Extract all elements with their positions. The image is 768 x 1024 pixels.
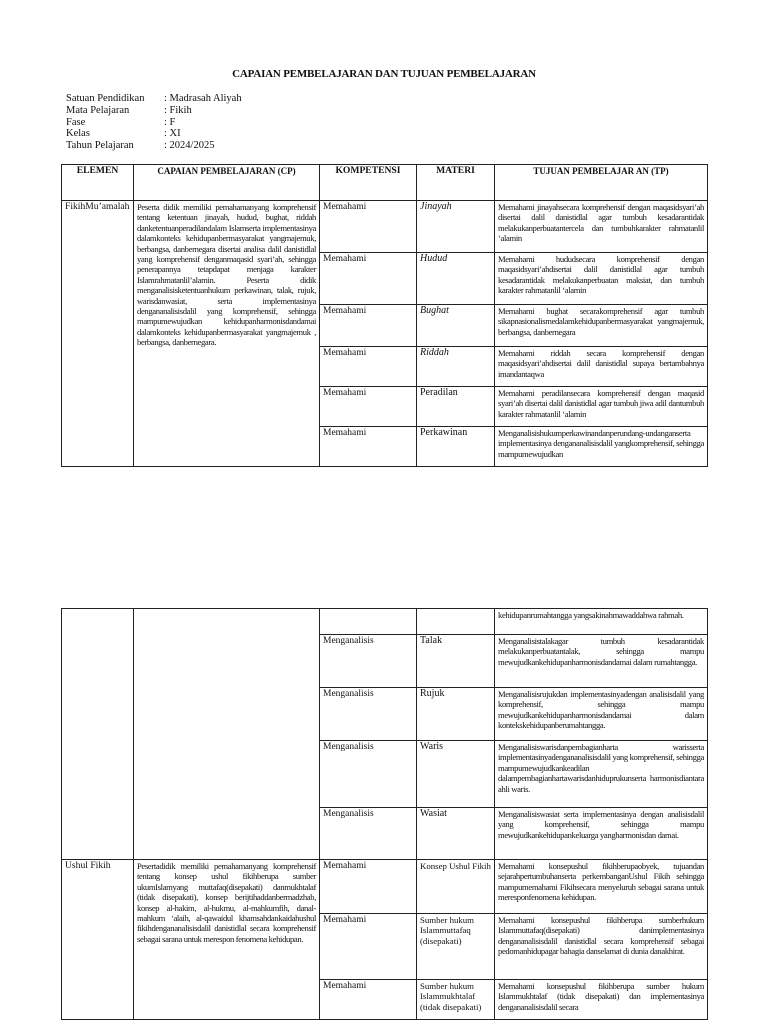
meta-value: : Fikih [164,104,192,116]
tp-cell: Menganalisiswarisdanpembagianharta warisserta implementasinyadengananalisisdalil yang komprehensif, sehingga mampumewujudkankeadilan dalampembagianhartawarisdanhiduprukunserta harmonisdiantara ahli waris. [495,741,708,808]
meta-row [66,128,242,140]
meta-key: Kelas [66,128,90,140]
meta-value: : 2024/2025 [164,140,215,152]
tp-cell: Menganalisiswasiat serta implementasinya dengan analisisdalil yang komprehensif, sehingga mampu mewujudkankehidupankeluarga yangharmonisdan damai. [495,808,708,860]
kompetensi-cell: Memahami [320,914,417,980]
tp-cell: kehidupanrumahtangga yangsakinahmawaddahwa rahmah. [495,609,708,635]
kompetensi-cell [320,609,417,635]
materi-cell: Riddah [417,347,495,387]
tp-cell: Memahami konsepushul fikihberupaobyek, tujuandan sejarahpertumbuhanserta perkembanganUshul Fikih sehingga mampumemahami Fikihsecara menyeluruh sebagai sarana untuk meresponfenomena kehidupan. [495,860,708,914]
meta-value: : XI [164,128,181,140]
kompetensi-cell: Menganalisis [320,741,417,808]
kompetensi-cell: Memahami [320,253,417,305]
header-kompetensi: KOMPETENSI [320,165,417,201]
meta-key: Fase [66,116,86,128]
cp-cell: Pesertadidik memiliki pemahamanyang komprehensif tentang konsep ushul fikihberupa sumber ukumIslamyang muttafaq(disepakati) danmukhtalaf (tidak disepakati), konsep berijtihaddanbermadzhab, konsep al-hakim, al-hukmu, al-mahkumfih, danal-mahkum ‘alaih, al-qawaidul khamsahdankaidahushul fikihdengananalisisdalil danistidlal secara komprehensif sebagai sarana untuk merespon fenomena kehidupan. [134,860,320,1020]
kompetensi-cell: Memahami [320,980,417,1020]
kompetensi-cell: Memahami [320,387,417,427]
cp-cell [134,609,320,860]
meta-row [66,117,242,129]
document-title: CAPAIAN PEMBELAJARAN DAN TUJUAN PEMBELAJARAN [232,68,536,80]
header-cp: CAPAIAN PEMBELAJARAN (CP) [134,165,320,201]
materi-cell: Talak [417,635,495,688]
elemen-cell: Ushul Fikih [62,860,134,1020]
kompetensi-cell: Memahami [320,347,417,387]
identity-block [66,93,242,152]
cp-tp-table [61,164,708,467]
table-header-row [62,165,708,201]
materi-cell: Peradilan [417,387,495,427]
kompetensi-cell: Menganalisis [320,635,417,688]
header-tp: TUJUAN PEMBELAJAR AN (TP) [495,165,708,201]
kompetensi-cell: Menganalisis [320,808,417,860]
tp-cell: Memahami bughat secarakomprehensif agar tumbuh sikapnasionalismedalamkehidupanbermasyarakat yangmajemuk, berbangsa, danbernegara [495,305,708,347]
kompetensi-cell: Memahami [320,305,417,347]
tp-cell: Menganalisishukumperkawinandanperundang-undanganserta implementasinya dengananalisisdalil yangkomprehensif, sehingga mampumewujudkan [495,427,708,467]
tp-cell: Menganalisisrujukdan implementasinyadengan analisisdalil yang komprehensif, sehingga mampu mewujudkankehidupanharmonisdandamai dalam kontekskehidupanberumahtangga. [495,688,708,741]
meta-row [66,105,242,117]
meta-key: Mata Pelajaran [66,104,130,116]
tp-cell: Memahami hududsecara komprehensif dengan maqasidsyari’ahdisertai dalil danistidlal agar tumbuh kesadarantidak melakukanperbuatan maksiat, dan tumbuh karakter rahmatanlil ‘alamin [495,253,708,305]
materi-cell: Hudud [417,253,495,305]
meta-row [66,140,242,152]
meta-key: Tahun Pelajaran [66,140,134,152]
tp-cell: Memahami konsepushul fikihberupa sumberhukum Islammuttafaq(disepakati) danimplementasinya dengananalisisdalil danistidlal secara komprehensif sebagai pedomanhidupagar bahagia danselamat di dunia danakhirat. [495,914,708,980]
elemen-cell: FikihMu’amalah [62,201,134,467]
materi-cell: Sumber hukum Islammuttafaq (disepakati) [417,914,495,980]
materi-cell: Bughat [417,305,495,347]
table-row [62,609,708,635]
meta-key: Satuan Pendidikan [66,93,145,104]
table-row [62,201,708,253]
meta-row [66,93,242,105]
materi-cell: Jinayah [417,201,495,253]
meta-value: : F [164,116,176,128]
materi-cell: Waris [417,741,495,808]
materi-cell: Rujuk [417,688,495,741]
materi-cell [417,609,495,635]
kompetensi-cell: Memahami [320,427,417,467]
cp-tp-table-continued [61,608,708,1020]
tp-cell: Memahami riddah secara komprehensif dengan maqasidsyari’ahdisertai dalil danistidlal supaya bertambahnya imandantaqwa [495,347,708,387]
meta-value: : Madrasah Aliyah [164,93,242,104]
kompetensi-cell: Memahami [320,860,417,914]
kompetensi-cell: Menganalisis [320,688,417,741]
table-row [62,860,708,914]
tp-cell: Memahami jinayahsecara komprehensif dengan maqasidsyari’ah disertai dalil danistidlal agar tumbuh kesadarantidak melakukanperbuatantercela dan tumbuhkarakter rahmatanlil ‘alamin [495,201,708,253]
materi-cell: Konsep Ushul Fikih [417,860,495,914]
tp-cell: Menganalisistalakagar tumbuh kesadarantidak melakukanperbuatantalak, sehingga mampu mewujudkankehidupanharmonisdandamai dalam rumahtangga. [495,635,708,688]
kompetensi-cell: Memahami [320,201,417,253]
tp-cell: Memahami peradilansecara komprehensif dengan maqasid syari’ah disertai dalil danistidlal agar tumbuh jiwa adil dantumbuh karakter rahmatanlil ‘alamin [495,387,708,427]
header-elemen: ELEMEN [62,165,134,201]
materi-cell: Wasiat [417,808,495,860]
materi-cell: Sumber hukum Islammukhtalaf (tidak disepakati) [417,980,495,1020]
materi-cell: Perkawinan [417,427,495,467]
tp-cell: Memahami konsepushul fikihberupa sumber hukum Islammukhtalaf (tidak disepakati) dan implementasinya dengananalisisdalil secara [495,980,708,1020]
cp-cell: Peserta didik memiliki pemahamanyang komprehensif tentang ketentuan jinayah, hudud, bughat, riddah danketentuanperadilandalam Islamserta implementasinya dalamkonteks kehidupanbermasyarakat yangmajemuk, berbangsa, danbernegara disertai analisa dalil danistidlal yang komprehensif denganmaqasid syari’ah, sehingga penerapannya tetapdapat menjaga karakter Islamrahmatanlil’alamin. Peserta didik menganalisisketentuanhukum perkawinan, talak, rujuk, warisdanwasiat, serta implementasinya dengananalisisdalil yang komprehensif, sehingga mampumewujudkan kehidupanharmonisdandamai dalamkonteks kehidupanbermasyarakat yangmajemuk , berbangsa, danbernegara. [134,201,320,467]
elemen-cell [62,609,134,860]
header-materi: MATERI [417,165,495,201]
